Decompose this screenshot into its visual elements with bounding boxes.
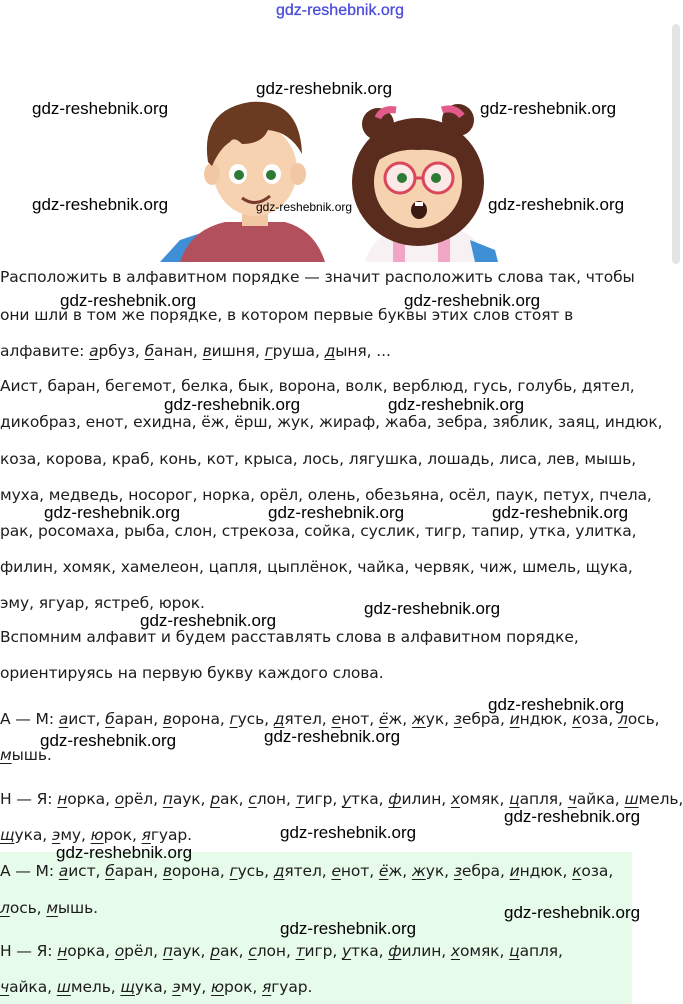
group-am-line-2-repeat: лось, мышь. (0, 899, 98, 917)
word-rest: ук (425, 710, 445, 728)
animals-line-7: эму, ягуар, ястреб, юрок. (0, 594, 205, 612)
word (52, 826, 81, 844)
word (203, 342, 255, 360)
word-rest: орона (171, 862, 220, 880)
word-rest: аук (172, 942, 201, 960)
intro-prefix: алфавите: (0, 342, 90, 360)
watermark: gdz-reshebnik.org (492, 503, 629, 522)
group-nya-line-2-repeat: чайка, шмель, щука, эму, юрок, ягуар. (0, 978, 313, 996)
word (46, 899, 93, 917)
word (163, 710, 220, 728)
word-rest: ук (425, 862, 445, 880)
word (163, 790, 201, 808)
word (509, 790, 558, 808)
word (0, 826, 42, 844)
word (0, 978, 47, 996)
word (331, 862, 369, 880)
first-letter: к (572, 710, 582, 728)
group-am-line-1-repeat: А — М: аист, баран, ворона, гусь, дятел, енот, ёж, жук, зебра, индюк, коза, (0, 862, 614, 880)
word-rest: илин (401, 790, 442, 808)
first-letter: о (114, 942, 125, 960)
first-letter: ц (509, 790, 520, 808)
word (412, 710, 444, 728)
word-rest: ось (627, 710, 655, 728)
first-letter: м (0, 746, 12, 764)
watermark: gdz-reshebnik.org (404, 291, 541, 310)
word-rest: ыня (335, 342, 367, 360)
word-rest: мель (638, 790, 679, 808)
word (105, 862, 153, 880)
word-rest: аран (114, 862, 154, 880)
first-letter: г (229, 862, 238, 880)
watermark: gdz-reshebnik.org (140, 611, 277, 630)
first-letter: л (0, 899, 10, 917)
first-letter: в (202, 342, 212, 360)
word (342, 790, 379, 808)
word (451, 942, 500, 960)
instruction-line-1: Вспомним алфавит и будем расставлять слова в алфавитном порядке, (0, 628, 579, 646)
word-rest: тка (351, 790, 379, 808)
word (568, 790, 615, 808)
intro-suffix: , ... (366, 342, 391, 360)
first-letter: с (248, 942, 257, 960)
word (274, 862, 322, 880)
word (412, 862, 444, 880)
first-letter: х (450, 790, 460, 808)
word (57, 942, 105, 960)
word (120, 978, 162, 996)
word (210, 790, 238, 808)
first-letter: д (273, 710, 285, 728)
first-letter: б (105, 862, 115, 880)
first-letter: ж (411, 862, 426, 880)
watermark: gdz-reshebnik.org (44, 503, 181, 522)
boy-figure (160, 102, 325, 262)
animals-line-5: рак, росомаха, рыба, слон, стрекоза, сойка, суслик, тигр, тапир, утка, улитка, (0, 522, 637, 540)
word-rest: рок (223, 978, 253, 996)
word (510, 862, 563, 880)
animals-line-4: муха, медведь, носорог, норка, орёл, олень, обезьяна, осёл, паук, петух, пчела, (0, 486, 652, 504)
word (296, 790, 333, 808)
first-letter: н (57, 790, 68, 808)
first-letter: д (273, 862, 285, 880)
word-rest: ак (219, 942, 239, 960)
animals-line-2: дикобраз, енот, ехидна, ёж, ёрш, жук, жираф, жаба, зебра, зяблик, заяц, индюк, (0, 413, 663, 431)
first-letter: а (89, 342, 99, 360)
word-rest: ятел (284, 862, 322, 880)
word-rest: рок (103, 826, 132, 844)
first-letter: б (105, 710, 115, 728)
alphabet-examples: арбуз, банан, вишня, груша, дыня (89, 342, 367, 360)
first-letter: р (210, 790, 220, 808)
word-rest: ист (68, 710, 96, 728)
word (230, 710, 265, 728)
word (248, 942, 286, 960)
first-letter: ф (388, 942, 402, 960)
first-letter: н (57, 942, 68, 960)
first-letter: п (162, 790, 173, 808)
word (59, 710, 96, 728)
first-letter: р (210, 942, 220, 960)
word-rest: тка (351, 942, 379, 960)
word-rest: ндюк (519, 862, 563, 880)
first-letter: ш (56, 978, 71, 996)
word (379, 710, 402, 728)
first-letter: ч (0, 978, 10, 996)
instruction-line-2: ориентируясь на первую букву каждого слова. (0, 664, 384, 682)
first-letter: э (51, 826, 61, 844)
word-rest: илин (401, 942, 442, 960)
word-rest: апля (519, 790, 559, 808)
word-rest: оза (581, 710, 609, 728)
word-rest: гуар (271, 978, 308, 996)
first-letter: а (58, 862, 69, 880)
first-letter: ц (509, 942, 520, 960)
first-letter: г (264, 342, 273, 360)
watermark: gdz-reshebnik.org (504, 807, 641, 826)
first-letter: т (295, 942, 305, 960)
first-letter: э (172, 978, 181, 996)
first-letter: п (162, 942, 173, 960)
word (342, 942, 379, 960)
word-rest: ука (14, 826, 43, 844)
word (57, 790, 105, 808)
word (248, 790, 286, 808)
animals-line-3: коза, корова, краб, конь, кот, крыса, лось, лягушка, лошадь, лиса, лев, мышь, (0, 450, 637, 468)
watermark: gdz-reshebnik.org (32, 99, 169, 118)
word (91, 826, 132, 844)
watermark: gdz-reshebnik.org (280, 823, 417, 842)
word (210, 942, 238, 960)
word-rest: руша (272, 342, 315, 360)
word-rest: мель (70, 978, 111, 996)
first-letter: з (453, 862, 462, 880)
word (115, 790, 153, 808)
first-letter: ч (567, 790, 577, 808)
word (325, 342, 367, 360)
word-rest: оза (581, 862, 609, 880)
word-rest: ист (68, 862, 96, 880)
first-letter: ф (388, 790, 402, 808)
group-label: Н — Я: (0, 790, 58, 808)
first-letter: в (162, 710, 172, 728)
word-rest: нот (340, 862, 370, 880)
word (172, 978, 201, 996)
word-rest: ебра (461, 862, 500, 880)
word-rest: рёл (124, 942, 154, 960)
word-rest: ышь (11, 746, 47, 764)
word-rest: ось (9, 899, 37, 917)
watermark: gdz-reshebnik.org (488, 695, 625, 714)
first-letter: ё (378, 710, 389, 728)
watermark: gdz-reshebnik.org (256, 79, 393, 98)
group-nya-line-1-repeat: Н — Я: норка, орёл, паук, рак, слон, тигр, утка, филин, хомяк, цапля, (0, 942, 563, 960)
word-rest: ж (388, 862, 403, 880)
word (142, 826, 188, 844)
animals-line-1: Аист, баран, бегемот, белка, бык, ворона, волк, верблюд, гусь, голубь, дятел, (0, 377, 635, 395)
word-rest: рбуз (98, 342, 135, 360)
first-letter: я (262, 978, 272, 996)
watermark: gdz-reshebnik.org (364, 599, 501, 618)
word-rest: ебра (461, 710, 500, 728)
word-rest: ышь (57, 899, 94, 917)
first-letter: ё (378, 862, 389, 880)
intro-line-2: они шли в том же порядке, в котором первые буквы этих слов стоят в (0, 306, 574, 324)
first-letter: ж (411, 710, 426, 728)
first-letter: щ (0, 826, 15, 844)
word (211, 978, 252, 996)
word (572, 862, 608, 880)
word-rest: анан (154, 342, 193, 360)
word-rest: лон (256, 790, 286, 808)
watermark: gdz-reshebnik.org (504, 903, 641, 922)
first-letter: б (144, 342, 155, 360)
first-letter: и (509, 710, 520, 728)
word-rest: ятел (284, 710, 322, 728)
word (105, 710, 153, 728)
first-letter: ю (211, 978, 224, 996)
watermark: gdz-reshebnik.org (268, 503, 405, 522)
word-rest: му (60, 826, 81, 844)
scrollbar[interactable] (672, 24, 680, 264)
word-rest: айка (9, 978, 48, 996)
watermark: gdz-reshebnik.org (40, 731, 177, 750)
word (388, 942, 441, 960)
first-letter: ш (624, 790, 639, 808)
word-rest: игр (304, 790, 333, 808)
watermark: gdz-reshebnik.org (488, 195, 625, 214)
first-letter: х (450, 942, 460, 960)
word (624, 790, 678, 808)
first-letter: ю (90, 826, 104, 844)
word-rest: апля (519, 942, 559, 960)
word (59, 862, 96, 880)
watermark: gdz-reshebnik.org (264, 727, 401, 746)
word-rest: омяк (459, 790, 500, 808)
word-rest: ак (219, 790, 239, 808)
word-rest: орка (67, 942, 106, 960)
girl-figure (352, 104, 498, 262)
watermark: gdz-reshebnik.org (280, 919, 417, 938)
watermark: gdz-reshebnik.org (480, 99, 617, 118)
word (115, 942, 153, 960)
word-rest: му (180, 978, 202, 996)
word-rest: аран (114, 710, 154, 728)
intro-line-3 (0, 342, 391, 360)
site-link[interactable]: gdz-reshebnik.org (275, 2, 405, 19)
word (379, 862, 402, 880)
word (230, 862, 265, 880)
first-letter: у (341, 942, 352, 960)
word-rest: лон (256, 942, 286, 960)
word (265, 342, 315, 360)
word-rest: усь (237, 862, 265, 880)
first-letter: т (295, 790, 305, 808)
word (451, 790, 500, 808)
watermark: gdz-reshebnik.org (164, 395, 301, 414)
word (331, 710, 369, 728)
first-letter: с (248, 790, 257, 808)
first-letter: щ (120, 978, 135, 996)
animals-line-6: филин, хомяк, хамелеон, цапля, цыплёнок, чайка, червяк, чиж, шмель, щука, (0, 558, 633, 576)
first-letter: а (58, 710, 69, 728)
watermark: gdz-reshebnik.org (56, 843, 193, 862)
word (163, 862, 220, 880)
intro-line-1: Расположить в алфавитном порядке — значит расположить слова так, чтобы (0, 268, 635, 286)
first-letter: и (509, 862, 520, 880)
group-label: Н — Я: (0, 942, 58, 960)
word-rest: ндюк (519, 710, 563, 728)
word-rest: ж (388, 710, 403, 728)
first-letter: в (162, 862, 172, 880)
watermark: gdz-reshebnik.org (32, 195, 169, 214)
first-letter: м (46, 899, 58, 917)
word-rest: гуар (150, 826, 188, 844)
word (388, 790, 441, 808)
word (0, 899, 37, 917)
word-rest: орона (171, 710, 220, 728)
first-letter: з (453, 710, 462, 728)
word-rest: игр (304, 942, 333, 960)
word (163, 942, 201, 960)
group-am-line-1: А — М: аист, баран, ворона, гусь, дятел, енот, ёж, жук, зебра, индюк, коза, лось, (0, 710, 660, 728)
word (145, 342, 193, 360)
word-rest: нот (340, 710, 370, 728)
group-label: А — М: (0, 710, 59, 728)
first-letter: к (572, 862, 582, 880)
word-rest: аук (172, 790, 201, 808)
watermark: gdz-reshebnik.org (256, 200, 353, 214)
word (57, 978, 111, 996)
group-nya-line-1: Н — Я: норка, орёл, паук, рак, слон, тигр, утка, филин, хомяк, цапля, чайка, шмель, (0, 790, 683, 808)
first-letter: г (229, 710, 238, 728)
word (509, 942, 558, 960)
word-rest: ука (134, 978, 163, 996)
first-letter: е (331, 862, 341, 880)
first-letter: я (141, 826, 151, 844)
first-letter: о (114, 790, 125, 808)
word-rest: орка (67, 790, 106, 808)
word (454, 862, 500, 880)
first-letter: л (617, 710, 628, 728)
first-letter: у (341, 790, 352, 808)
word (262, 978, 308, 996)
word-rest: ишня (211, 342, 255, 360)
first-letter: е (331, 710, 341, 728)
watermark: gdz-reshebnik.org (60, 291, 197, 310)
word (296, 942, 333, 960)
group-label: А — М: (0, 862, 59, 880)
word-rest: рёл (124, 790, 154, 808)
word (274, 710, 322, 728)
word-rest: усь (237, 710, 265, 728)
word (89, 342, 135, 360)
word-rest: омяк (459, 942, 500, 960)
first-letter: д (324, 342, 336, 360)
group-am-line-2: мышь. (0, 746, 52, 764)
watermark: gdz-reshebnik.org (388, 395, 525, 414)
group-nya-line-2: щука, эму, юрок, ягуар. (0, 826, 192, 844)
word-rest: айка (576, 790, 615, 808)
